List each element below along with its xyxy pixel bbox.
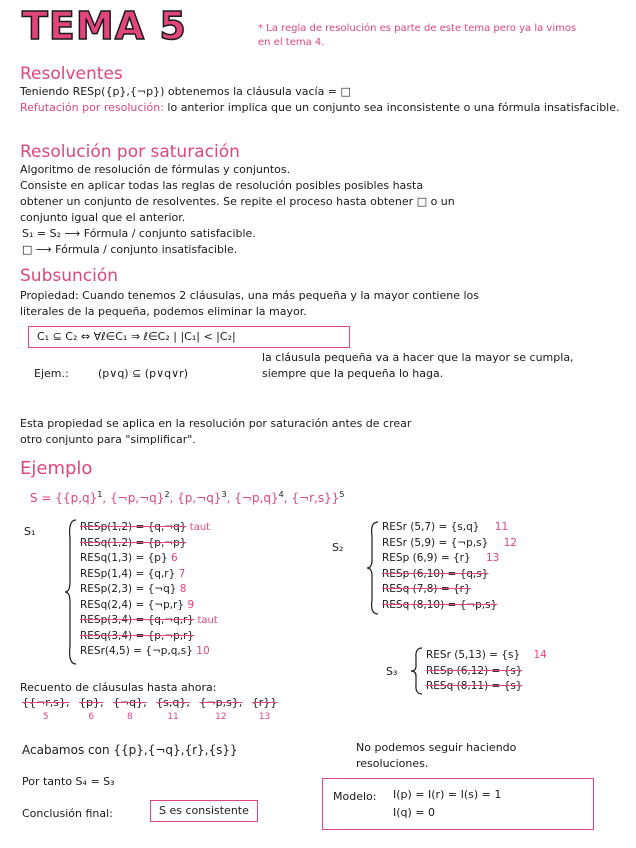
set-definition: $S = \{\{p,q\}^1$, {¬p,¬q}$^2$, {p,¬q}$^3$, {¬p,q}$^4$, {¬r,s}}$^5$: [30, 490, 345, 505]
recuento-item: {p}, 6: [78, 696, 104, 722]
recuento-item: {¬q}, 8: [112, 696, 147, 722]
ejemplo-heading: Ejemplo: [20, 458, 93, 479]
recuento-item: {s,q}, 11: [156, 696, 190, 722]
refutacion-text: lo anterior implica que un conjunto sea inconsistente o una fórmula insatisfacible.: [167, 101, 620, 114]
saturacion-line: Algoritmo de resolución de fórmulas y conjuntos.: [20, 163, 291, 176]
acabamos-line: Acabamos con {{p},{¬q},{r},{s}}: [22, 743, 238, 757]
saturacion-line: obtener un conjunto de resolventes. Se repite el proceso hasta obtener □ o un: [20, 195, 455, 208]
recuento-heading: Recuento de cláusulas hasta ahora:: [20, 681, 217, 694]
ejemplo-text: la cláusula pequeña va a hacer que la mayor se cumpla, siempre que la pequeña lo haga.: [262, 351, 574, 380]
s3-row: RESr (5,13) = {s} 14: [426, 649, 547, 661]
ejemplo-formula: (p∨q) ⊆ (p∨q∨r): [98, 367, 188, 380]
s2-row: RESq (7,8) = {r}: [382, 583, 471, 595]
s1-row: RESq(1,2) = {p,¬p}: [80, 536, 187, 549]
propiedad-label: Propiedad:: [20, 289, 79, 302]
set-number: 3: [221, 490, 227, 499]
s3-label: S₃: [386, 665, 398, 678]
set-item: {¬r,s}}: [291, 491, 340, 505]
set-item: {¬p,q}: [234, 491, 279, 505]
s3-row: RESp (6,12) = {s}: [426, 664, 523, 677]
recuento-item: {r}} 13: [251, 696, 278, 722]
propiedad-text: Cuando tenemos 2 cláusulas, una más pequeña y la mayor contiene los: [82, 289, 479, 302]
conclusion-label: Conclusión final:: [22, 807, 113, 820]
recuento-item: {{¬r,s}, 5: [22, 696, 70, 722]
final-line: otro conjunto para "simplificar".: [20, 433, 196, 446]
s1-row: RESp(2,3) = {¬q} 8: [80, 583, 187, 595]
resolventes-line: Teniendo RESp({p},{¬p}) obtenemos la cláusula vacía = □: [20, 85, 351, 98]
modelo-label: Modelo:: [333, 790, 377, 803]
ejemplo-label: Ejem.:: [34, 367, 69, 380]
s2-row: RESr (5,9) = {¬p,s} 12: [382, 536, 517, 549]
set-item: p,q}: [70, 491, 98, 505]
s3-list: [426, 648, 547, 695]
saturacion-text: [20, 162, 620, 258]
set-number: 4: [278, 490, 284, 499]
s1-list: [80, 520, 218, 660]
resolventes-heading: Resolventes: [20, 64, 123, 84]
s1-brace-icon: [64, 518, 78, 666]
refutacion-paragraph: [20, 100, 620, 116]
final-line: Esta propiedad se aplica en la resolución por saturación antes de crear: [20, 417, 412, 430]
set-item: {p,¬q}: [177, 491, 222, 505]
s2-brace-icon: [366, 520, 380, 616]
modelo-line: I(p) = I(r) = I(s) = 1: [393, 788, 502, 801]
modelo-line: I(q) = 0: [393, 806, 436, 819]
s1-row: RESp(3,4) = {q,¬q,r} taut: [80, 614, 218, 626]
intro-note: * La regla de resolución es parte de este tema pero ya la vimos en el tema 4.: [258, 23, 577, 48]
conclusion-box: S es consistente: [150, 800, 258, 822]
s2-row: RESp (6,10) = {q,s}: [382, 567, 489, 580]
saturacion-case: S₁ = S₂ ⟶ Fórmula / conjunto satisfacible.: [22, 227, 256, 240]
subsuncion-heading: Subsunción: [20, 266, 119, 286]
s2-row: RESr (5,7) = {s,q} 11: [382, 521, 509, 533]
s3-brace-icon: [410, 646, 424, 696]
recuento-list: [22, 696, 283, 722]
s3-row: RESq (8,11) = {s}: [426, 680, 523, 692]
s1-row: RESq(3,4) = {p,¬p,r}: [80, 629, 195, 642]
s1-row: RESq(1,3) = {p} 6: [80, 552, 178, 564]
s1-label: S₁: [24, 525, 36, 538]
saturacion-case: □ ⟶ Fórmula / conjunto insatisfacible.: [22, 243, 238, 256]
s1-row: RESr(4,5) = {¬p,q,s} 10: [80, 645, 210, 657]
s1-row: RESp(1,2) = {q,¬q} taut: [80, 521, 211, 533]
saturacion-heading: Resolución por saturación: [20, 142, 240, 162]
s2-row: RESp (6,9) = {r} 13: [382, 552, 500, 564]
s2-list: [382, 520, 517, 613]
subsuncion-property: [20, 288, 620, 320]
modelo-box: [322, 778, 594, 830]
saturacion-line: Consiste en aplicar todas las reglas de resolución posibles posibles hasta: [20, 179, 424, 192]
set-number: 1: [97, 490, 103, 499]
s2-label: S₂: [332, 541, 344, 554]
set-prefix: S = {{: [30, 491, 71, 505]
page-title: TEMA 5: [22, 4, 187, 48]
s1-row: RESq(2,4) = {¬p,r} 9: [80, 598, 195, 611]
set-number: 5: [339, 490, 345, 499]
no-podemos-note: No podemos seguir haciendo resoluciones.: [356, 741, 517, 770]
set-item: {¬p,¬q}: [110, 491, 165, 505]
s1-row: RESp(1,4) = {q,r} 7: [80, 567, 186, 580]
s2-row: RESq (8,10) = {¬p,s}: [382, 598, 498, 611]
recuento-item: {¬p,s}, 12: [199, 696, 243, 722]
por-tanto-line: Por tanto S₄ = S₃: [22, 775, 115, 788]
subsuncion-formula-box: C₁ ⊆ C₂ ⇔ ∀ℓ∈C₁ ⇒ ℓ∈C₂ | |C₁| < |C₂|: [28, 326, 350, 348]
saturacion-line: conjunto igual que el anterior.: [20, 211, 186, 224]
propiedad-text: literales de la pequeña, podemos eliminar la mayor.: [20, 305, 307, 318]
subsuncion-final: [20, 416, 620, 448]
set-number: 2: [164, 490, 170, 499]
refutacion-label: Refutación por resolución:: [20, 101, 164, 114]
